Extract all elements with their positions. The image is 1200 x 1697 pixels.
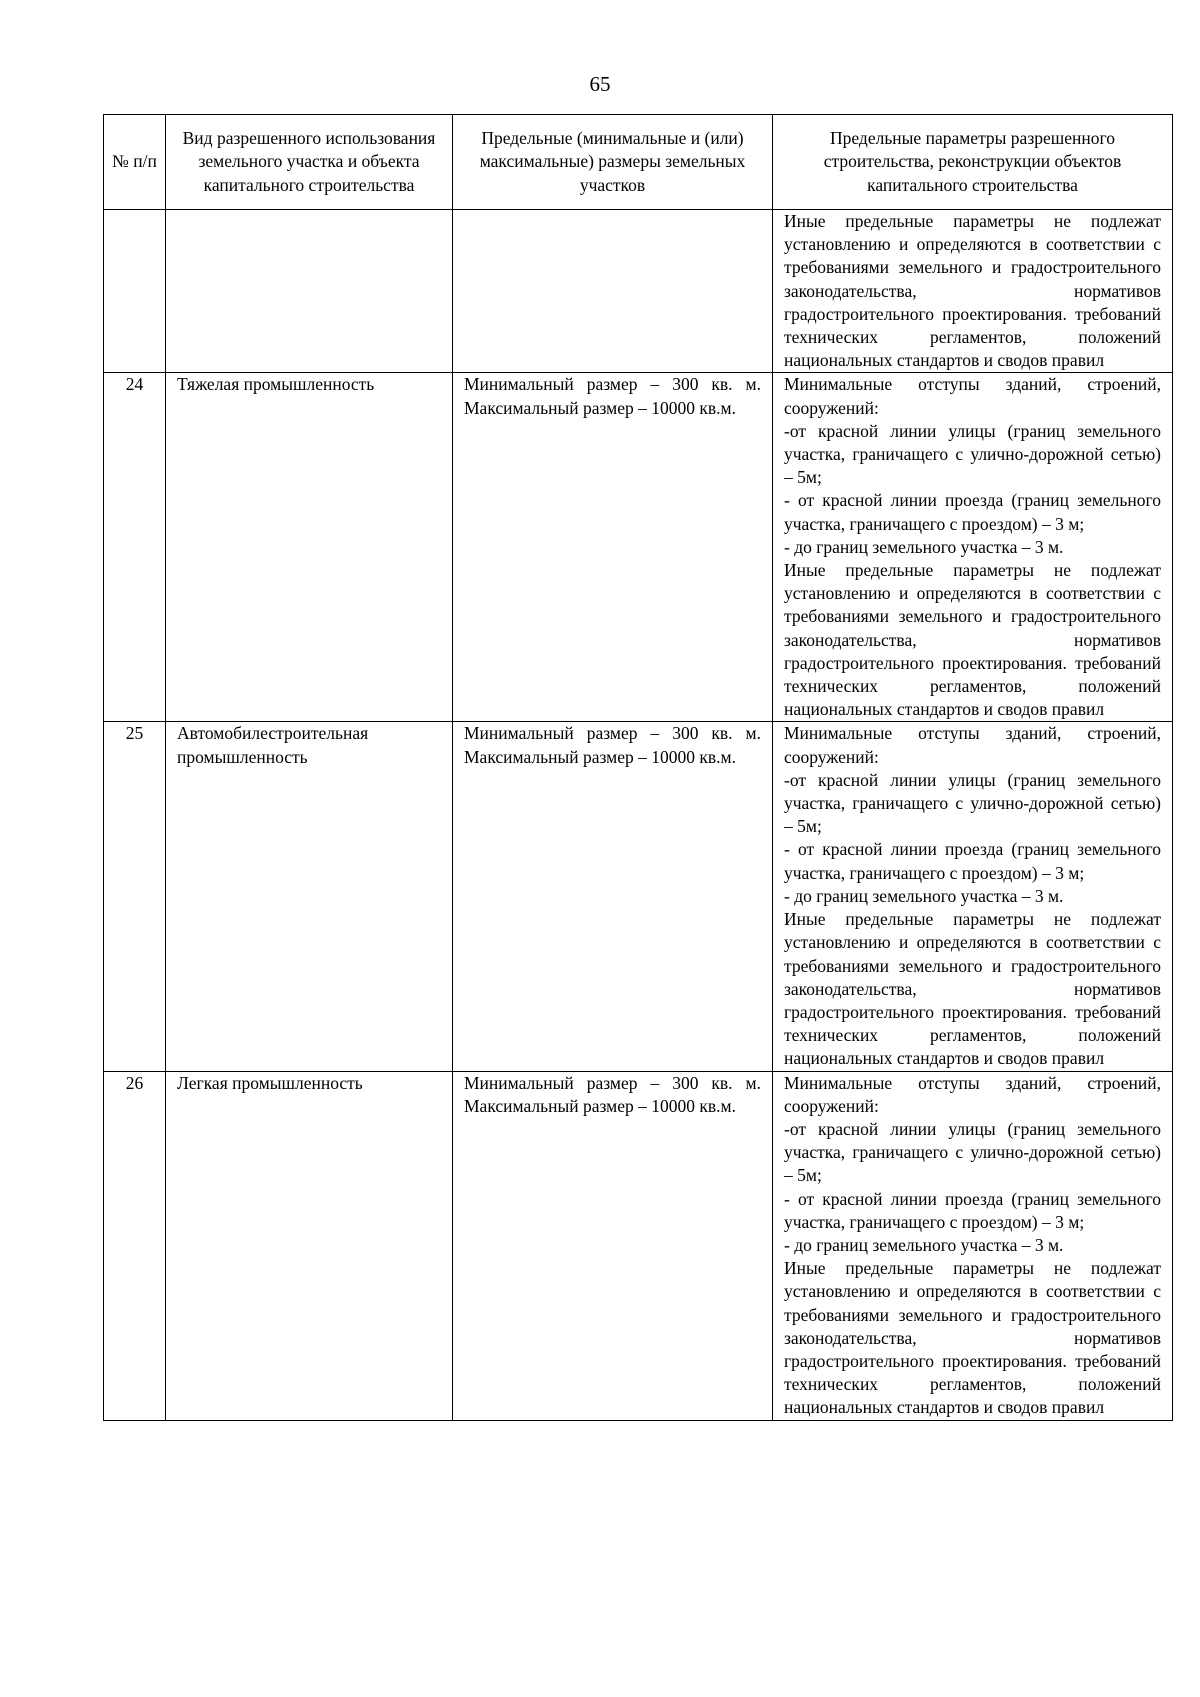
row-parameters [773,1071,1173,1420]
header-construction-parameters: Предельные параметры разрешенного строительства, реконструкции объектов капитального строительства [773,115,1173,210]
setback-street-red-line: -от красной линии улицы (границ земельного участка, граничащего с улично-дорожной сетью) – 5м; [784,1118,1161,1186]
row-number [104,210,166,373]
table-header-row [104,115,1173,210]
row-permitted-use: Легкая промышленность [166,1071,453,1420]
row-plot-size: Минимальный размер – 300 кв. м. Максимальный размер – 10000 кв.м. [453,373,773,722]
setback-plot-boundary: - до границ земельного участка – 3 м. [784,536,1064,557]
setback-street-red-line: -от красной линии улицы (границ земельного участка, граничащего с улично-дорожной сетью) – 5м; [784,769,1161,837]
setback-plot-boundary: - до границ земельного участка – 3 м. [784,1234,1064,1255]
table-row [104,373,1173,722]
row-permitted-use: Тяжелая промышленность [166,373,453,722]
row-plot-size: Минимальный размер – 300 кв. м. Максимальный размер – 10000 кв.м. [453,722,773,1071]
setback-passage-red-line: - от красной линии проезда (границ земельного участка, граничащего с проездом) – 3 м; [784,1188,1161,1232]
header-plot-size-limits: Предельные (минимальные и (или) максимальные) размеры земельных участков [453,115,773,210]
row-number: 25 [104,722,166,1071]
table-row [104,722,1173,1071]
row-plot-size: Минимальный размер – 300 кв. м. Максимальный размер – 10000 кв.м. [453,1071,773,1420]
other-parameters: Иные предельные параметры не подлежат установлению и определяются в соответствии с требованиями земельного и градостроительного законодательства, нормативов градостроительного проектирования. требований технических регламентов, положений национальных стандартов и сводов правил [784,1258,1161,1418]
setback-street-red-line: -от красной линии улицы (границ земельного участка, граничащего с улично-дорожной сетью) – 5м; [784,420,1161,488]
setback-plot-boundary: - до границ земельного участка – 3 м. [784,885,1064,906]
row-parameters [773,373,1173,722]
setbacks-intro: Минимальные отступы зданий, строений, сооружений: [784,374,1161,418]
setback-passage-red-line: - от красной линии проезда (границ земельного участка, граничащего с проездом) – 3 м; [784,839,1161,883]
row-permitted-use [166,210,453,373]
land-use-parameters-table [103,114,1173,1421]
row-parameters [773,722,1173,1071]
table-row [104,1071,1173,1420]
other-parameters: Иные предельные параметры не подлежат установлению и определяются в соответствии с требованиями земельного и градостроительного законодательства, нормативов градостроительного проектирования. требований технических регламентов, положений национальных стандартов и сводов правил [784,560,1161,720]
row-number: 24 [104,373,166,722]
row-permitted-use: Автомобилестроительная промышленность [166,722,453,1071]
header-permitted-use: Вид разрешенного использования земельного участка и объекта капитального строительства [166,115,453,210]
row-plot-size [453,210,773,373]
other-parameters: Иные предельные параметры не подлежат установлению и определяются в соответствии с требованиями земельного и градостроительного законодательства, нормативов градостроительного проектирования. требований технических регламентов, положений национальных стандартов и сводов правил [784,909,1161,1069]
row-other-parameters: Иные предельные параметры не подлежат установлению и определяются в соответствии с требованиями земельного и градостроительного законодательства, нормативов градостроительного проектирования. требований технических регламентов, положений национальных стандартов и сводов правил [773,210,1173,373]
page-number: 65 [589,72,611,96]
table-row-continuation [104,210,1173,373]
setbacks-intro: Минимальные отступы зданий, строений, сооружений: [784,723,1161,767]
header-number: № п/п [104,115,166,210]
setback-passage-red-line: - от красной линии проезда (границ земельного участка, граничащего с проездом) – 3 м; [784,490,1161,534]
setbacks-intro: Минимальные отступы зданий, строений, сооружений: [784,1072,1161,1116]
row-number: 26 [104,1071,166,1420]
